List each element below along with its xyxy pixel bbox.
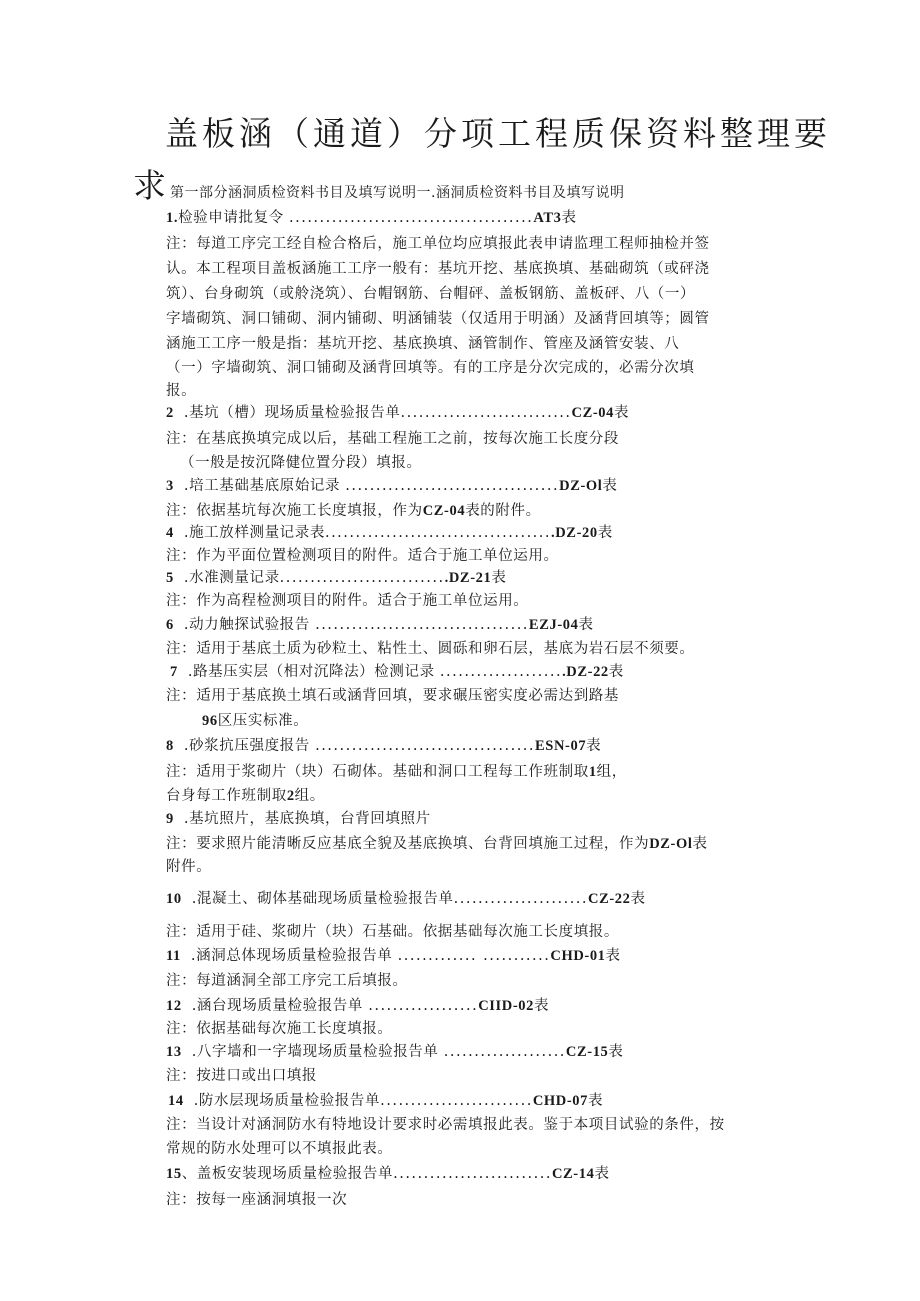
- note-line: （一般是按沉降健位置分段）填报。: [180, 455, 422, 471]
- document-title-end: 求: [133, 166, 170, 205]
- note-line: 注：依据基础每次施工长度填报。: [166, 1021, 393, 1037]
- list-item: [168, 1090, 603, 1112]
- list-item: [166, 402, 629, 424]
- item-code: CHD-01: [550, 948, 606, 964]
- note-line: 字墙砌筑、洞口铺砌、洞内铺砌、明涵铺装（仅适用于明涵）及涵背回填等；圆管: [166, 311, 710, 327]
- item-name: .基坑（槽）现场质量检验报告单: [183, 405, 401, 421]
- item-name: 、盖板安装现场质量检验报告单: [181, 1166, 394, 1182]
- list-item: [166, 888, 646, 910]
- note-line: 注：作为高程检测项目的附件。适合于施工单位运用。: [166, 593, 529, 609]
- section-subtitle: 第一部分涵洞质检资料书目及填写说明一.涵洞质检资料书目及填写说明: [170, 185, 625, 201]
- note-line: [166, 785, 325, 807]
- note-line: 报。: [166, 383, 197, 399]
- item-leader: ...........................: [279, 570, 445, 586]
- note-line: 附件。: [166, 859, 212, 875]
- item-number: 14: [168, 1093, 184, 1109]
- item-name: 检验申请批复令: [178, 210, 284, 226]
- item-name: .涵洞总体现场质量检验报告单: [190, 948, 393, 964]
- item-number: 7: [170, 664, 178, 680]
- item-number: 5: [166, 570, 174, 586]
- note-line: [202, 710, 308, 732]
- item-code: AT3: [533, 210, 562, 226]
- note-line: 注：每道工序完工经自检合格后，施工单位均应填报此表申请监理工程师抽检并签: [166, 236, 710, 252]
- item-number: 9: [166, 811, 174, 827]
- note-line: 注：在基底换填完成以后，基础工程施工之前，按每次施工长度分段: [166, 431, 619, 447]
- note-code: CZ-04: [422, 503, 466, 519]
- item-suffix: 表: [614, 405, 630, 421]
- item-code: .DZ-20: [551, 525, 598, 541]
- item-leader: ............................: [400, 405, 572, 421]
- item-number: 4: [166, 525, 174, 541]
- note-text: 注：适用于浆砌片（块）石砌体。基础和洞口工程每工作班制取: [166, 764, 589, 780]
- note-line: （一）字墙砌筑、洞口铺砌及涵背回填等。有的工序是分次完成的，必需分次填: [166, 360, 695, 376]
- item-leader: ........................................: [289, 210, 534, 226]
- item-code: CIID-02: [478, 998, 534, 1014]
- item-number: 6: [166, 617, 174, 633]
- list-item: [166, 1163, 610, 1185]
- item-number: 2: [166, 405, 174, 421]
- item-suffix: 表: [533, 998, 550, 1014]
- note-text: 台身每工作班制取: [166, 788, 287, 804]
- list-item: [166, 995, 549, 1017]
- item-number: 15: [166, 1166, 182, 1182]
- item-leader: .........................: [380, 1093, 533, 1109]
- item-name: .路基压实层（相对沉降法）检测记录: [187, 664, 435, 680]
- note-text: 表的附件。: [465, 503, 541, 519]
- item-leader: ...................................: [315, 617, 529, 633]
- item-name: .八字墙和一字墙现场质量检验报告单: [191, 1044, 439, 1060]
- item-code: EZJ-04: [528, 617, 579, 633]
- item-number: 8: [166, 738, 174, 754]
- item-suffix: 表: [588, 1093, 604, 1109]
- note-line: 注：每道涵洞全部工序完工后填报。: [166, 973, 408, 989]
- note-line: [166, 761, 627, 783]
- list-item: [170, 661, 624, 683]
- item-leader: ....................................: [315, 738, 536, 754]
- item-name: .砂浆抗压强度报告: [183, 738, 310, 754]
- item-leader: ....................: [439, 664, 563, 680]
- note-text: 表: [692, 836, 708, 852]
- list-item: [166, 614, 594, 636]
- item-number: 13: [166, 1044, 182, 1060]
- item-suffix: 表: [594, 1166, 610, 1182]
- item-code: CZ-22: [588, 891, 631, 907]
- note-line: 注：适用于基底换土填石或涵背回填，要求碾压密实度必需达到路基: [166, 688, 619, 704]
- list-item: [166, 567, 506, 589]
- item-suffix: 表: [491, 570, 507, 586]
- note-line: 注：按进口或出口填报: [166, 1068, 317, 1084]
- item-name: .培工基础基底原始记录: [183, 478, 341, 494]
- item-number: 3: [166, 478, 174, 494]
- item-number: 10: [166, 891, 182, 907]
- item-name: .水准测量记录: [183, 570, 280, 586]
- list-item: [166, 808, 431, 830]
- item-name: .基坑照片，基底换填，台背回填照片: [183, 811, 431, 827]
- item-suffix: 表: [608, 664, 624, 680]
- note-line: [166, 833, 708, 855]
- list-item: [166, 475, 618, 497]
- note-line: 注：适用于基底土质为砂粒土、粘性土、圆砾和卵石层，基底为岩石层不须要。: [166, 641, 695, 657]
- list-item: [166, 735, 601, 757]
- item-code: CHD-07: [532, 1093, 589, 1109]
- note-line: 注：适用于硅、浆砌片（块）石基础。依据基础每次施工长度填报。: [166, 924, 619, 940]
- note-text: 区压实标准。: [217, 713, 309, 729]
- note-code: 96: [202, 713, 218, 729]
- note-code: DZ-Ol: [649, 836, 693, 852]
- item-name: .防水层现场质量检验报告单: [193, 1093, 381, 1109]
- note-line: [166, 500, 541, 522]
- note-line: 筑）、台身砌筑（或舲浇筑）、台帽钢筋、台帽砰、盖板钢筋、盖板砰、八（一）: [166, 286, 696, 302]
- item-name: .涵台现场质量检验报告单: [191, 998, 364, 1014]
- list-item: [166, 522, 613, 544]
- item-number: 1.: [166, 210, 179, 226]
- item-leader: ..........................: [393, 1166, 552, 1182]
- item-name: .动力触探试验报告: [183, 617, 310, 633]
- item-code: CZ-04: [571, 405, 615, 421]
- note-text: 组。: [294, 788, 325, 804]
- item-suffix: 表: [597, 525, 613, 541]
- note-text: 组，: [596, 764, 627, 780]
- item-suffix: 表: [630, 891, 646, 907]
- list-item: [166, 945, 621, 967]
- item-leader: ....................: [443, 1044, 566, 1060]
- item-leader: ..................: [368, 998, 479, 1014]
- item-code: .DZ-22: [562, 664, 609, 680]
- note-code: 2: [286, 788, 295, 804]
- note-text: 注：要求照片能清晰反应基底全貌及基底换填、台背回填施工过程，作为: [166, 836, 650, 852]
- list-item: [166, 207, 577, 229]
- item-code: .DZ-21: [444, 570, 492, 586]
- item-name: .施工放样测量记录表: [183, 525, 325, 541]
- item-leader: ......................: [453, 891, 589, 907]
- item-suffix: 表: [605, 948, 621, 964]
- item-suffix: 表: [608, 1044, 624, 1060]
- note-line: 注：按每一座涵洞填报一次: [166, 1192, 348, 1208]
- document-title: 盖板涵（通道）分项工程质保资料整理要: [165, 114, 831, 153]
- subtitle-row: [133, 160, 624, 207]
- note-text: 注：依据基坑每次施工长度填报，作为: [166, 503, 423, 519]
- note-line: 常规的防水处理可以不填报此表。: [166, 1141, 393, 1157]
- item-number: 12: [166, 998, 182, 1014]
- note-line: 注：作为平面位置检测项目的附件。适合于施工单位运用。: [166, 548, 559, 564]
- note-line: 认。本工程项目盖板涵施工工序一般有：基坑开挖、基底换填、基础砌筑（或砰浇: [166, 261, 710, 277]
- note-code: 1: [588, 764, 597, 780]
- item-suffix: 表: [561, 210, 577, 226]
- note-line: 涵施工工序一般是指：基坑开挖、基底换填、涵管制作、管座及涵管安装、八: [166, 336, 680, 352]
- item-leader: ............. ...........: [397, 948, 551, 964]
- note-line: 注：当设计对涵洞防水有特地设计要求时必需填报此表。鉴于本项目试验的条件，按: [166, 1117, 725, 1133]
- item-name: .混凝土、砌体基础现场质量检验报告单: [191, 891, 454, 907]
- item-suffix: 表: [586, 738, 602, 754]
- item-code: CZ-15: [565, 1044, 609, 1060]
- item-suffix: 表: [578, 617, 594, 633]
- item-suffix: 表: [602, 478, 618, 494]
- list-item: [166, 1041, 624, 1063]
- item-leader: ...................................: [345, 478, 560, 494]
- item-code: CZ-14: [551, 1166, 595, 1182]
- item-code: DZ-Ol: [559, 478, 603, 494]
- item-code: ESN-07: [535, 738, 587, 754]
- item-number: 11: [166, 948, 181, 964]
- item-leader: .....................................: [324, 525, 552, 541]
